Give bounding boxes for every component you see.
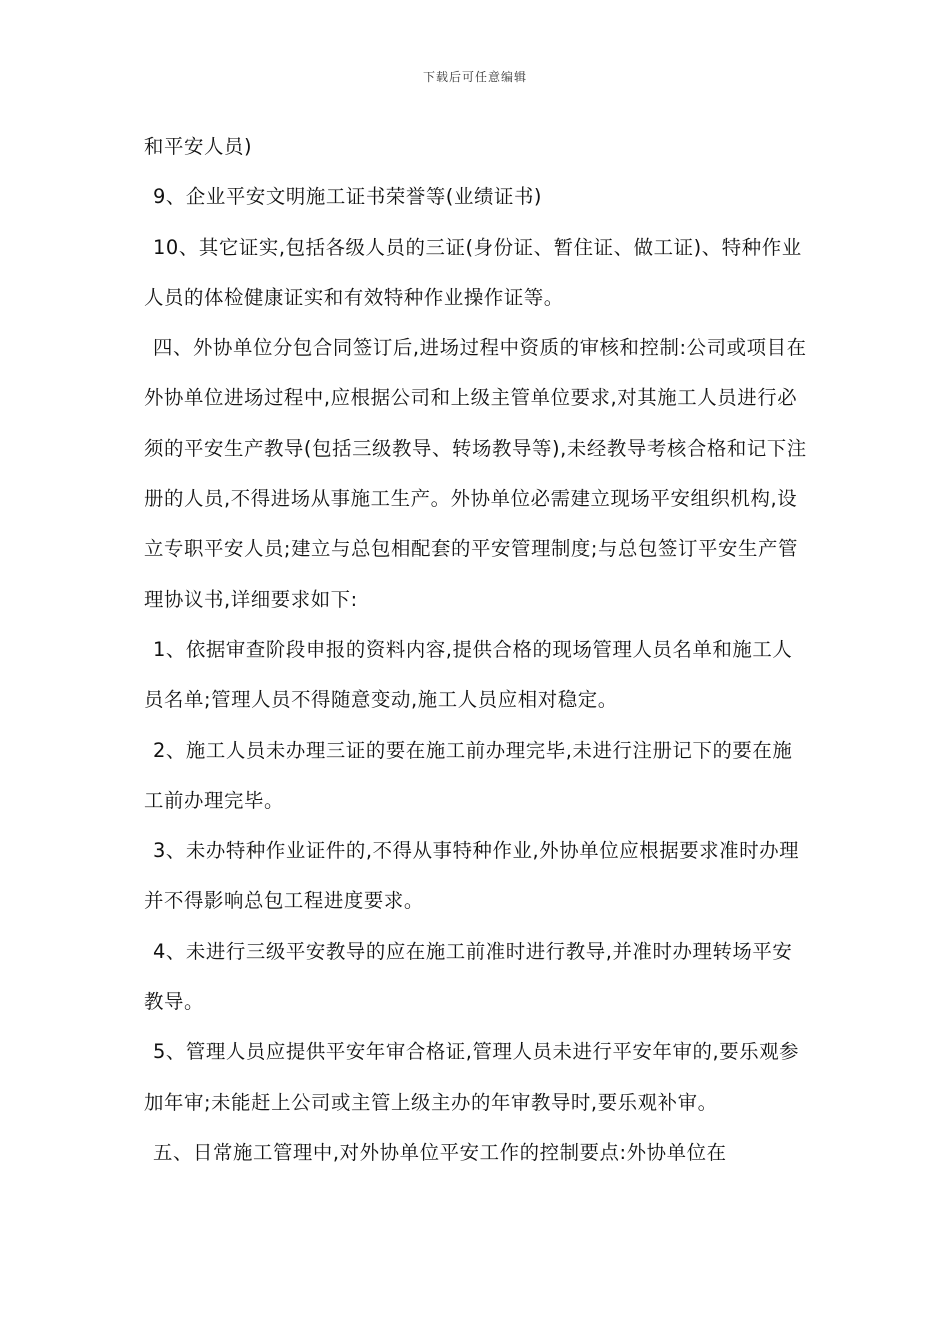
paragraph-item-1: 1、依据审查阶段申报的资料内容,提供合格的现场管理人员名单和施工人员名单;管理人员不得随意变动,施工人员应相对稳定。 <box>144 637 793 712</box>
paragraph-item-4: 4、未进行三级平安教导的应在施工前准时进行教导,并准时办理转场平安教导。 <box>144 939 793 1014</box>
paragraph-item-5: 5、管理人员应提供平安年审合格证,管理人员未进行平安年审的,要乐观参加年审;未能赶上公司或主管上级主办的年审教导时,要乐观补审。 <box>144 1040 800 1114</box>
paragraph-item-3: 3、未办特种作业证件的,不得从事特种作业,外协单位应根据要求准时办理并不得影响总包工程进度要求。 <box>144 839 800 913</box>
document-body <box>144 122 810 1178</box>
paragraph-section-4: 四、外协单位分包合同签订后,进场过程中资质的审核和控制:公司或项目在外协单位进场过程中,应根据公司和上级主管单位要求,对其施工人员进行必须的平安生产教导(包括三级教导、转场教导等),未经教导考核合格和记下注册的人员,不得进场从事施工生产。外协单位必需建立现场平安组织机构,设立专职平安人员;建立与总包相配套的平安管理制度;与总包签订平安生产管理协议书,详细要求如下: <box>144 336 807 611</box>
page-header: 下载后可任意编辑 <box>422 70 527 84</box>
paragraph-section-5: 五、日常施工管理中,对外协单位平安工作的控制要点:外协单位在 <box>153 1140 727 1164</box>
paragraph-item-2: 2、施工人员未办理三证的要在施工前办理完毕,未进行注册记下的要在施工前办理完毕。 <box>144 738 793 812</box>
paragraph-item-9: 9、企业平安文明施工证书荣誉等(业绩证书) <box>153 185 543 209</box>
paragraph-continuation: 和平安人员) <box>144 135 253 158</box>
paragraph-item-10: 10、其它证实,包括各级人员的三证(身份证、暂住证、做工证)、特种作业人员的体检健康证实和有效特种作业操作证等。 <box>144 235 802 309</box>
